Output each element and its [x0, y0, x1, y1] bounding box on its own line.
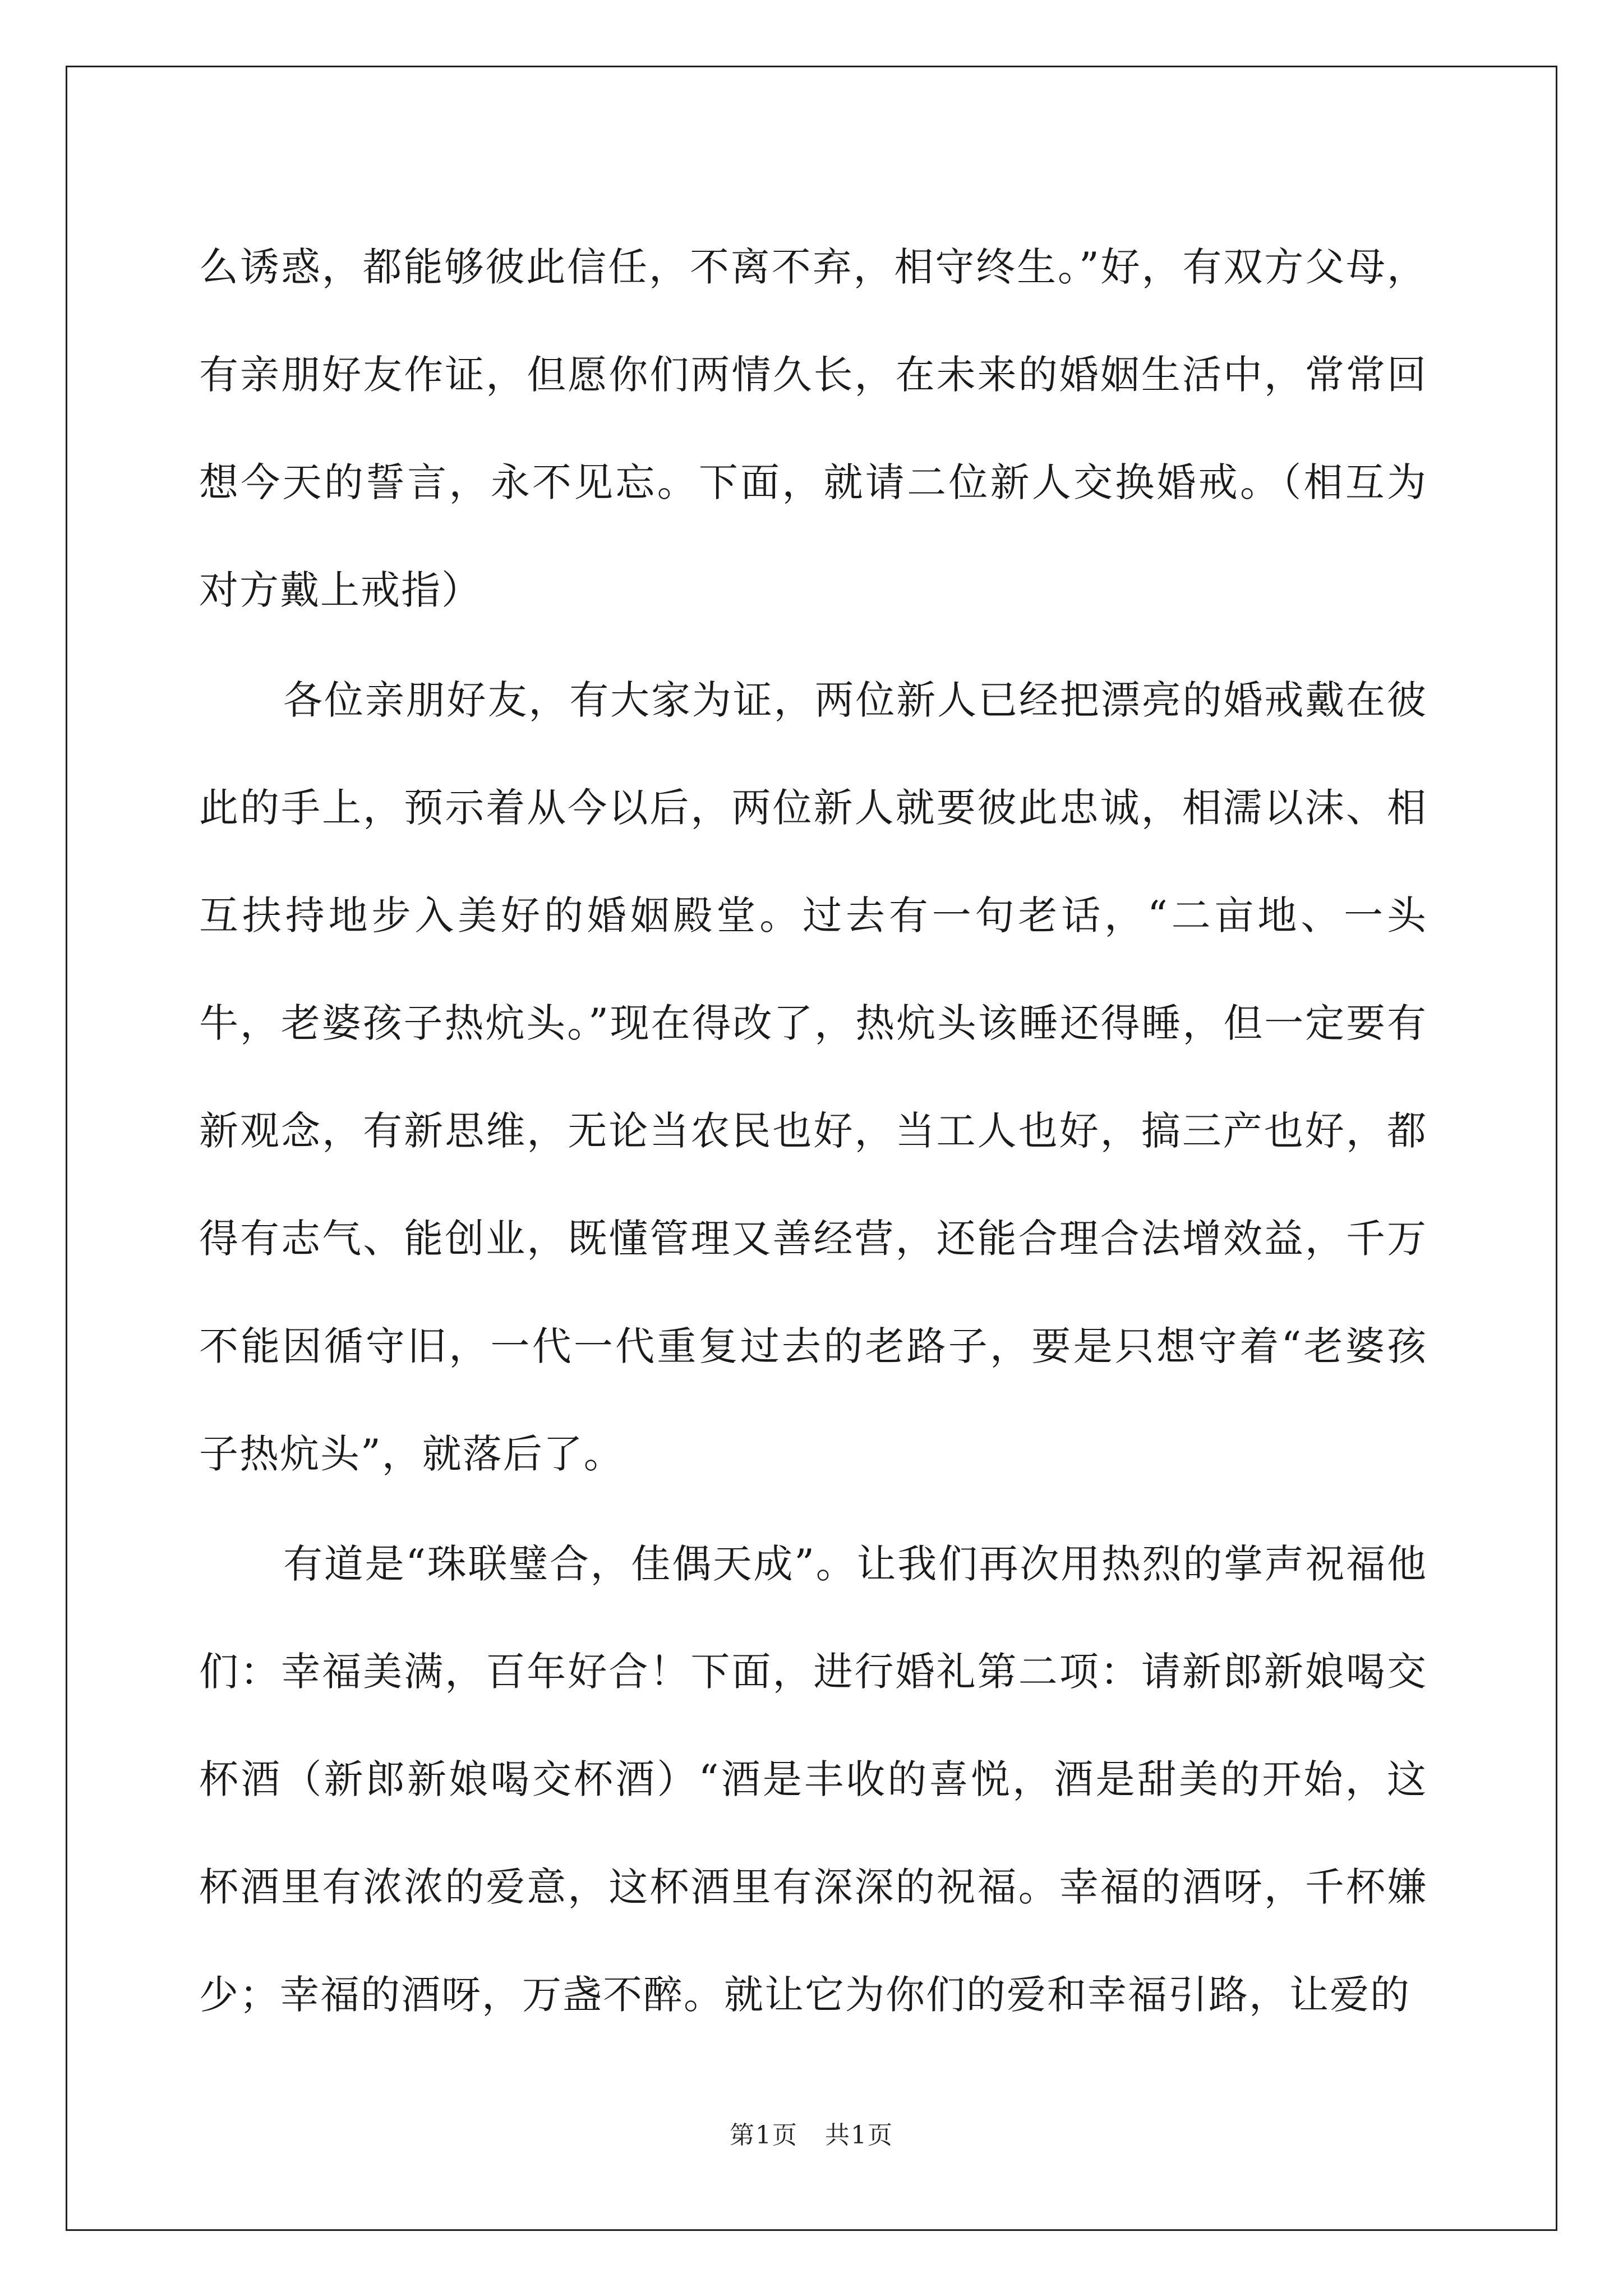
paragraph-2: 各位亲朋好友，有大家为证，两位新人已经把漂亮的婚戒戴在彼此的手上，预示着从今以后，两位新人就要彼此忠诚，相濡以沫、相互扶持地步入美好的婚姻殿堂。过去有一句老话，“二亩地、一头牛，老婆孩子热炕头。”现在得改了，热炕头该睡还得睡，但一定要有新观念，有新思维，无论当农民也好，当工人也好，搞三产也好，都得有志气、能创业，既懂管理又善经营，还能合理合法增效益，千万不能因循守旧，一代一代重复过去的老路子，要是只想守着“老婆孩子热炕头”，就落后了。 — [199, 677, 1427, 1477]
page-number: 第1页 — [730, 2121, 798, 2150]
document-body — [199, 213, 1427, 2051]
page-total: 共1页 — [825, 2121, 893, 2150]
paragraph-1: 么诱惑，都能够彼此信任，不离不弃，相守终生。”好，有双方父母，有亲朋好友作证，但愿你们两情久长，在未来的婚姻生活中，常常回想今天的誓言，永不见忘。下面，就请二位新人交换婚戒。（相互为对方戴上戒指） — [199, 244, 1427, 613]
paragraph-3: 有道是“珠联璧合，佳偶天成”。让我们再次用热烈的掌声祝福他们：幸福美满，百年好合！下面，进行婚礼第二项：请新郎新娘喝交杯酒（新郎新娘喝交杯酒）“酒是丰收的喜悦，酒是甜美的开始，这杯酒里有浓浓的爱意，这杯酒里有深深的祝福。幸福的酒呀，千杯嫌少；幸福的酒呀，万盏不醉。就让它为你们的爱和幸福引路，让爱的 — [199, 1541, 1427, 2018]
page-footer — [0, 2115, 1623, 2151]
